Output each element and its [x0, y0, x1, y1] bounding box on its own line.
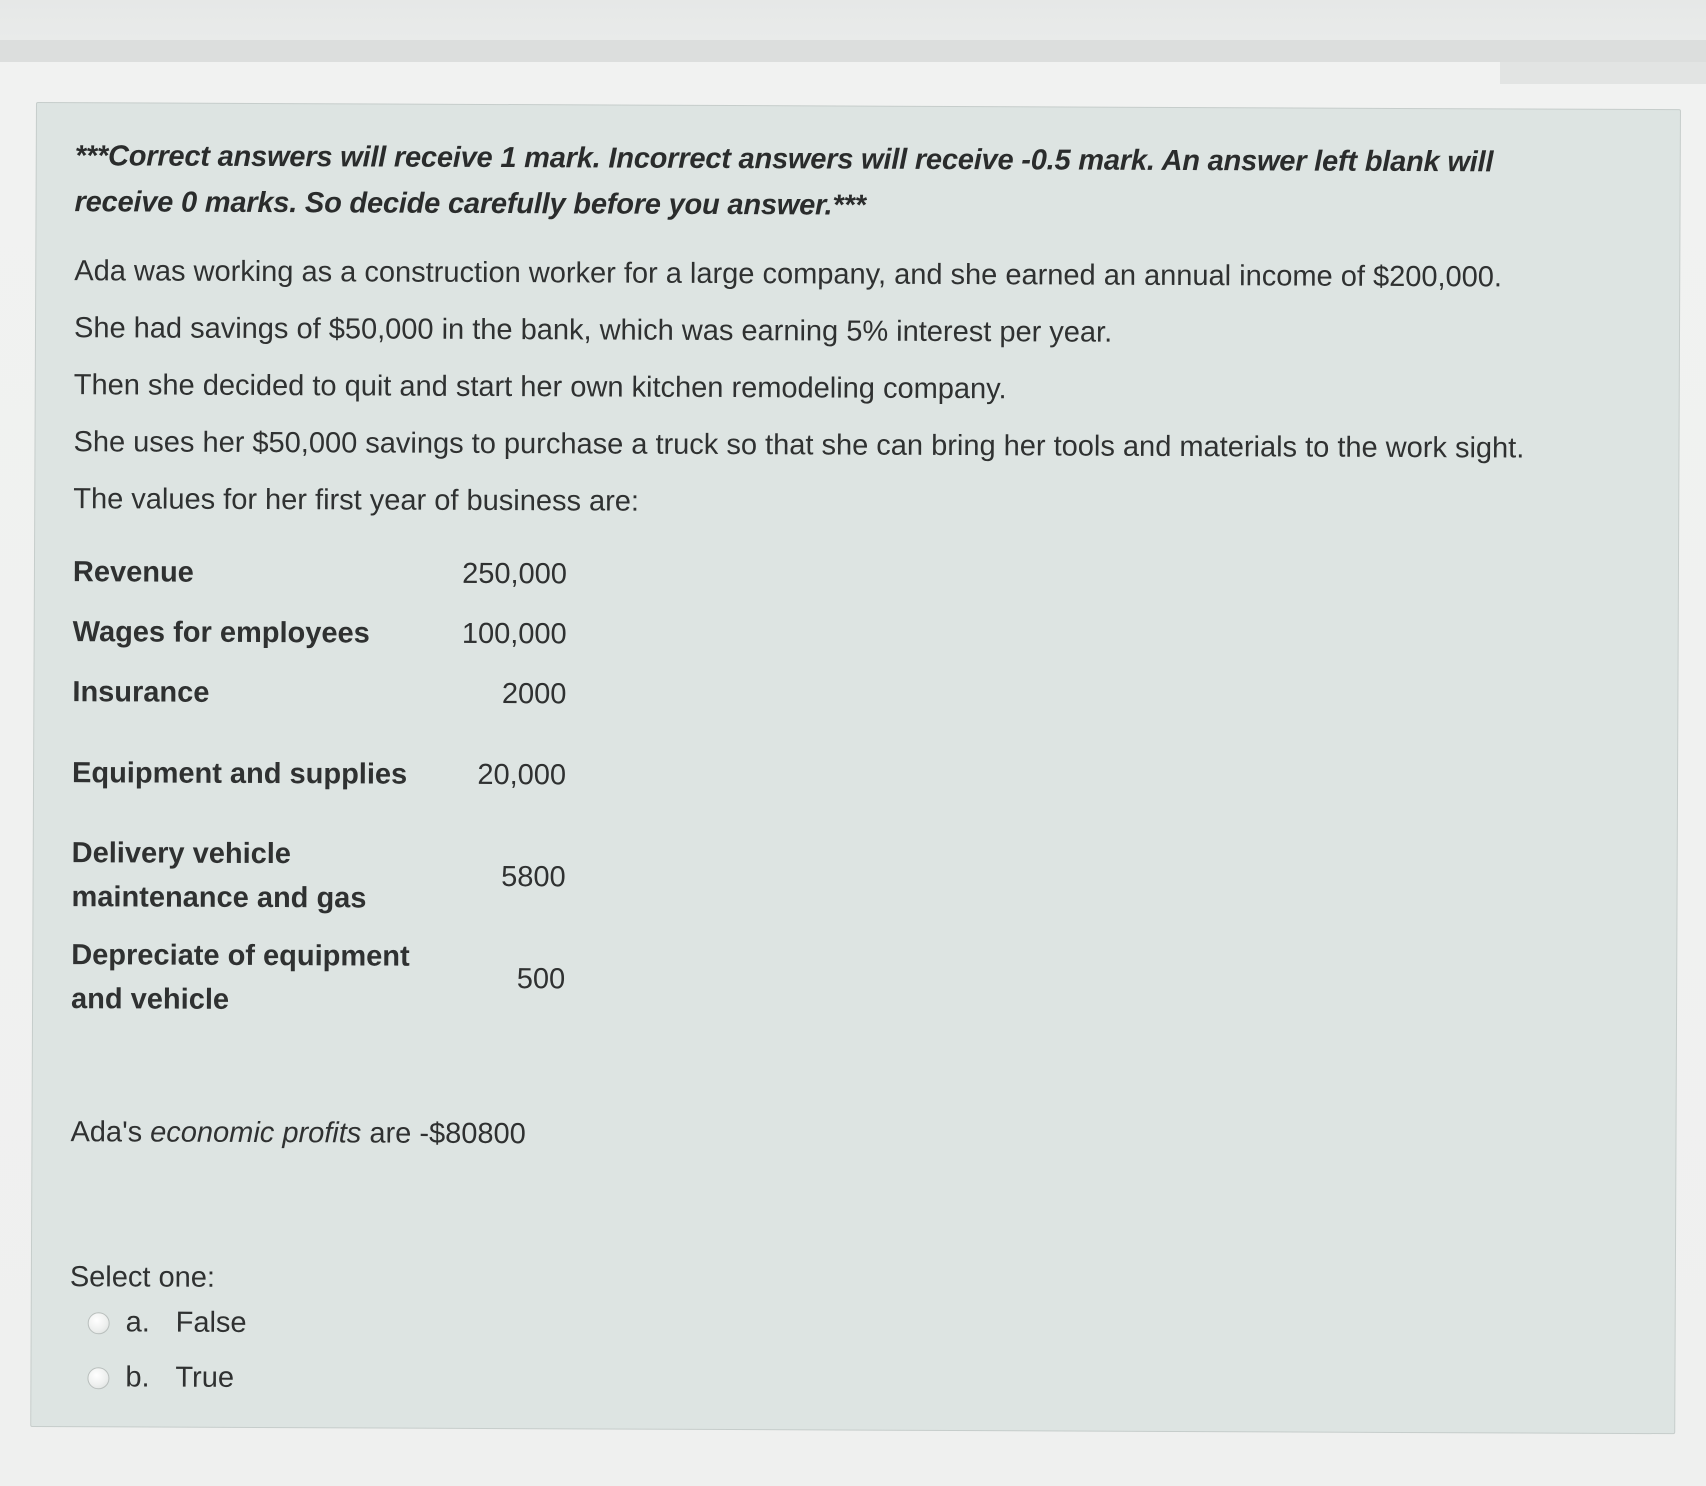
question-paragraph-savings: She had savings of $50,000 in the bank, which was earning 5% interest per year.: [73, 312, 1113, 349]
option-label[interactable]: True: [175, 1361, 235, 1394]
table-row: [73, 602, 567, 664]
question-paragraph-quit: Then she decided to quit and start her own kitchen remodeling company.: [73, 369, 1007, 406]
business-values-table: [71, 542, 567, 1030]
row-value: 2000: [501, 677, 567, 710]
browser-top-strip: [0, 40, 1706, 62]
radio-button-true[interactable]: [87, 1367, 109, 1389]
question-paragraph-truck: She uses her $50,000 savings to purchase a truck so that she can bring her tools and materials to the work sight.: [73, 426, 1525, 465]
question-statement: [70, 1116, 1640, 1156]
row-label: Insurance: [72, 676, 210, 709]
row-value: 20,000: [477, 758, 567, 791]
table-row: [72, 722, 566, 826]
table-row: [71, 926, 565, 1030]
marking-warning: [74, 133, 1644, 232]
option-label[interactable]: False: [175, 1306, 247, 1339]
browser-top-strip-right: [1500, 62, 1706, 84]
row-value: 5800: [501, 860, 566, 893]
table-row: [72, 662, 566, 724]
option-letter: a.: [125, 1306, 150, 1339]
option-letter: b.: [125, 1361, 150, 1394]
row-label: Depreciate of equipment and vehicle: [71, 939, 410, 1016]
marking-warning-line1: ***Correct answers will receive 1 mark. Incorrect answers will receive -0.5 mark. An answer left blank will: [74, 140, 1494, 179]
question-paragraph-values-intro: The values for her first year of business are:: [73, 483, 640, 518]
statement-emphasis: economic profits: [150, 1116, 362, 1150]
question-content: [69, 133, 1644, 1401]
answer-option-false[interactable]: [88, 1306, 1640, 1346]
row-value: 250,000: [462, 557, 568, 590]
row-label: Equipment and supplies: [72, 757, 408, 791]
row-label: Revenue: [72, 556, 194, 589]
row-label: Wages for employees: [72, 616, 370, 650]
table-row: [71, 824, 565, 928]
question-card: [30, 102, 1681, 1434]
marking-warning-line2: receive 0 marks. So decide carefully before you answer.***: [74, 186, 866, 222]
table-row: [73, 542, 567, 604]
statement-suffix: are -$80800: [361, 1117, 526, 1151]
question-paragraph-income: Ada was working as a construction worker for a large company, and she earned an annual income of $200,000.: [74, 255, 1503, 294]
select-one-prompt: Select one:: [69, 1261, 216, 1294]
answer-option-true[interactable]: [87, 1361, 1639, 1401]
radio-button-false[interactable]: [88, 1312, 110, 1334]
statement-prefix: Ada's: [70, 1116, 151, 1149]
row-value: 100,000: [461, 617, 567, 650]
row-value: 500: [516, 962, 566, 995]
row-label: Delivery vehicle maintenance and gas: [71, 837, 367, 915]
